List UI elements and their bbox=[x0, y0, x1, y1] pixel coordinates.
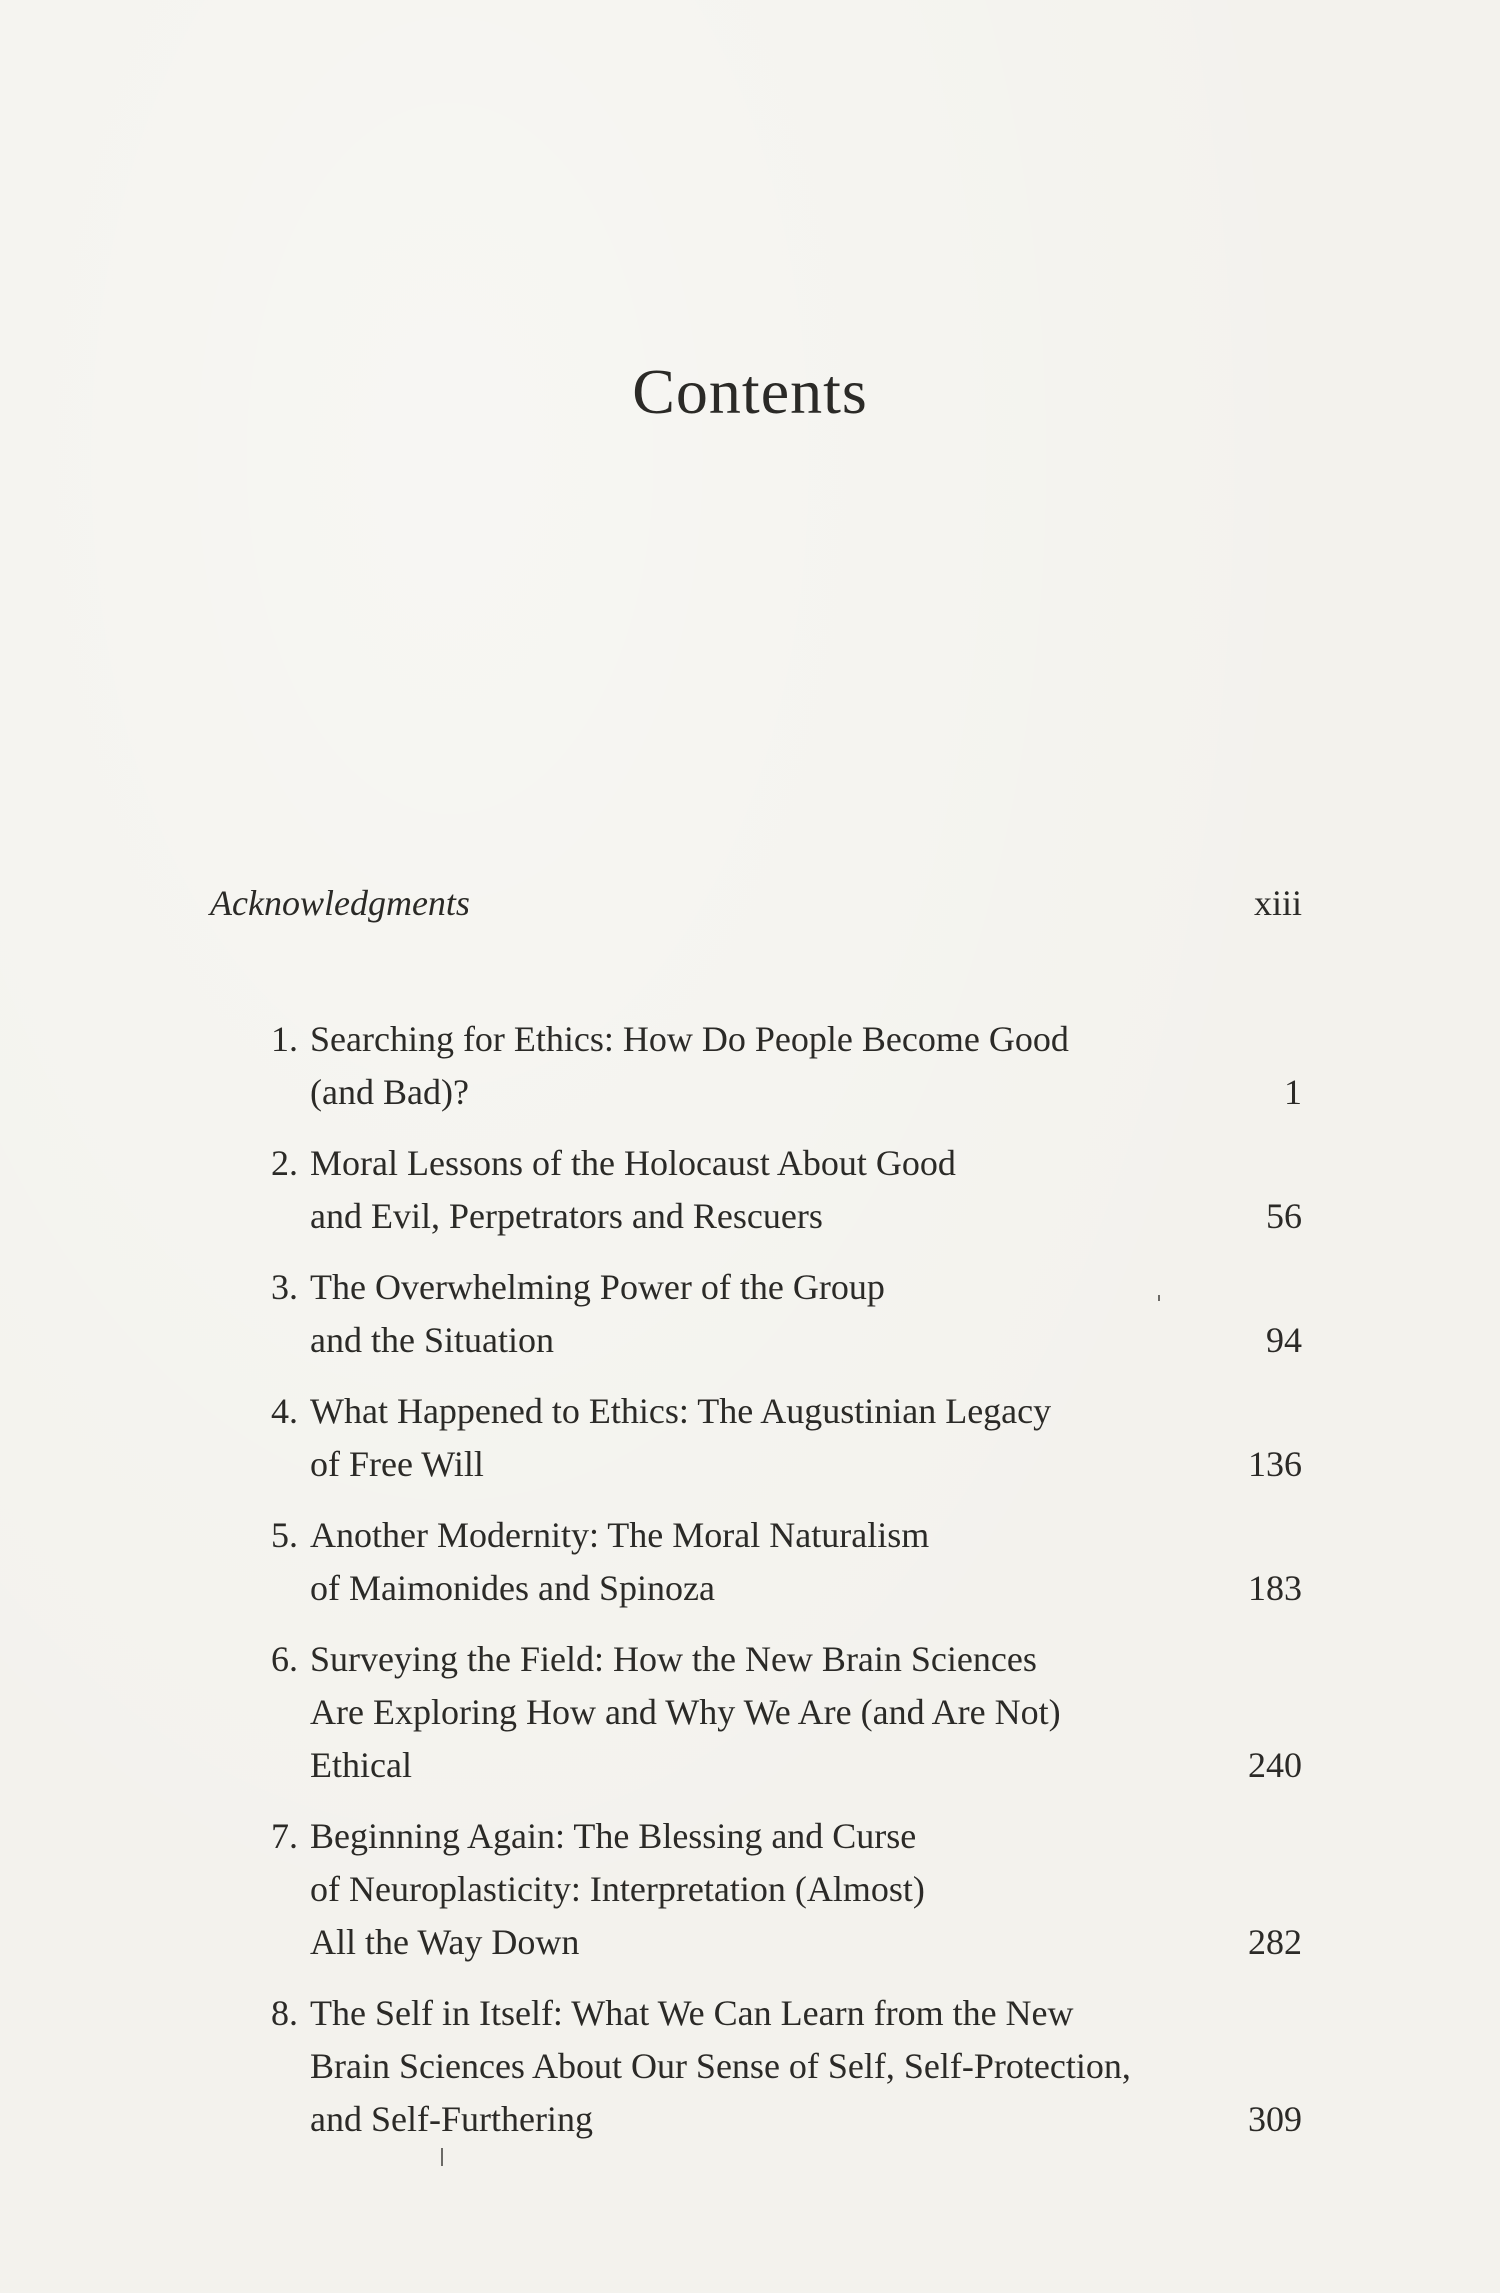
chapter-title-line: All the Way Down bbox=[310, 1922, 580, 1962]
toc-entry-chapter-1 bbox=[210, 1013, 1305, 1119]
chapter-title-line: and Evil, Perpetrators and Rescuers bbox=[310, 1196, 823, 1236]
chapter-number: 3. bbox=[271, 1267, 298, 1307]
chapter-title bbox=[310, 1013, 1182, 1119]
page-title: Contents bbox=[632, 356, 868, 427]
chapter-page: 309 bbox=[1248, 2099, 1302, 2139]
toc-entry-chapter-6 bbox=[210, 1633, 1305, 1792]
chapter-title-line: of Free Will bbox=[310, 1444, 484, 1484]
chapter-title-line: Ethical bbox=[310, 1745, 412, 1785]
chapter-page: 136 bbox=[1248, 1444, 1302, 1484]
chapter-title bbox=[310, 1987, 1182, 2146]
chapter-title bbox=[310, 1137, 1182, 1243]
chapter-title bbox=[310, 1810, 1182, 1969]
chapter-title-line: of Neuroplasticity: Interpretation (Almost) bbox=[310, 1869, 925, 1909]
chapter-number: 7. bbox=[271, 1816, 298, 1856]
chapter-title-line: The Overwhelming Power of the Group bbox=[310, 1267, 885, 1307]
toc-entry-chapter-7 bbox=[210, 1810, 1305, 1969]
toc-entry-chapter-3 bbox=[210, 1261, 1305, 1367]
chapter-title-line: The Self in Itself: What We Can Learn from the New bbox=[310, 1993, 1074, 2033]
chapter-title bbox=[310, 1509, 1182, 1615]
toc-entry-chapter-8 bbox=[210, 1987, 1305, 2146]
chapter-title-line: Surveying the Field: How the New Brain Sciences bbox=[310, 1639, 1037, 1679]
acknowledgments-label: Acknowledgments bbox=[210, 883, 470, 923]
chapter-title-line: and Self-Furthering bbox=[310, 2099, 593, 2139]
chapter-title-line: and the Situation bbox=[310, 1320, 554, 1360]
chapter-number: 5. bbox=[271, 1515, 298, 1555]
chapter-page: 282 bbox=[1248, 1922, 1302, 1962]
chapter-title-line: Searching for Ethics: How Do People Become Good bbox=[310, 1019, 1069, 1059]
chapter-title-line: Beginning Again: The Blessing and Curse bbox=[310, 1816, 917, 1856]
chapter-page: 1 bbox=[1284, 1072, 1302, 1112]
chapter-title bbox=[310, 1261, 1182, 1367]
chapter-title-line: Brain Sciences About Our Sense of Self, Self-Protection, bbox=[310, 2046, 1131, 2086]
chapter-title-line: Another Modernity: The Moral Naturalism bbox=[310, 1515, 930, 1555]
paper-speck bbox=[441, 2148, 443, 2166]
chapter-title bbox=[310, 1385, 1182, 1491]
toc-entry-acknowledgments bbox=[210, 882, 1305, 938]
toc-entry-chapter-5 bbox=[210, 1509, 1305, 1615]
chapter-page: 94 bbox=[1266, 1320, 1302, 1360]
chapter-title bbox=[310, 1633, 1182, 1792]
acknowledgments-page: xiii bbox=[1253, 883, 1302, 923]
chapter-title-line: of Maimonides and Spinoza bbox=[310, 1568, 715, 1608]
chapter-title-line: What Happened to Ethics: The Augustinian Legacy bbox=[310, 1391, 1052, 1431]
chapter-page: 56 bbox=[1266, 1196, 1302, 1236]
chapter-page: 183 bbox=[1248, 1568, 1302, 1608]
chapter-title-line: Moral Lessons of the Holocaust About Good bbox=[310, 1143, 956, 1183]
table-of-contents bbox=[210, 882, 1305, 2164]
chapter-number: 2. bbox=[271, 1143, 298, 1183]
toc-entry-chapter-2 bbox=[210, 1137, 1305, 1243]
paper-speck bbox=[1158, 1295, 1160, 1301]
chapter-number: 6. bbox=[271, 1639, 298, 1679]
chapter-page: 240 bbox=[1248, 1745, 1302, 1785]
chapter-number: 4. bbox=[271, 1391, 298, 1431]
chapter-number: 8. bbox=[271, 1993, 298, 2033]
toc-entry-chapter-4 bbox=[210, 1385, 1305, 1491]
chapter-number: 1. bbox=[271, 1019, 298, 1059]
chapter-title-line: Are Exploring How and Why We Are (and Are Not) bbox=[310, 1692, 1061, 1732]
chapter-title-line: (and Bad)? bbox=[310, 1072, 469, 1112]
